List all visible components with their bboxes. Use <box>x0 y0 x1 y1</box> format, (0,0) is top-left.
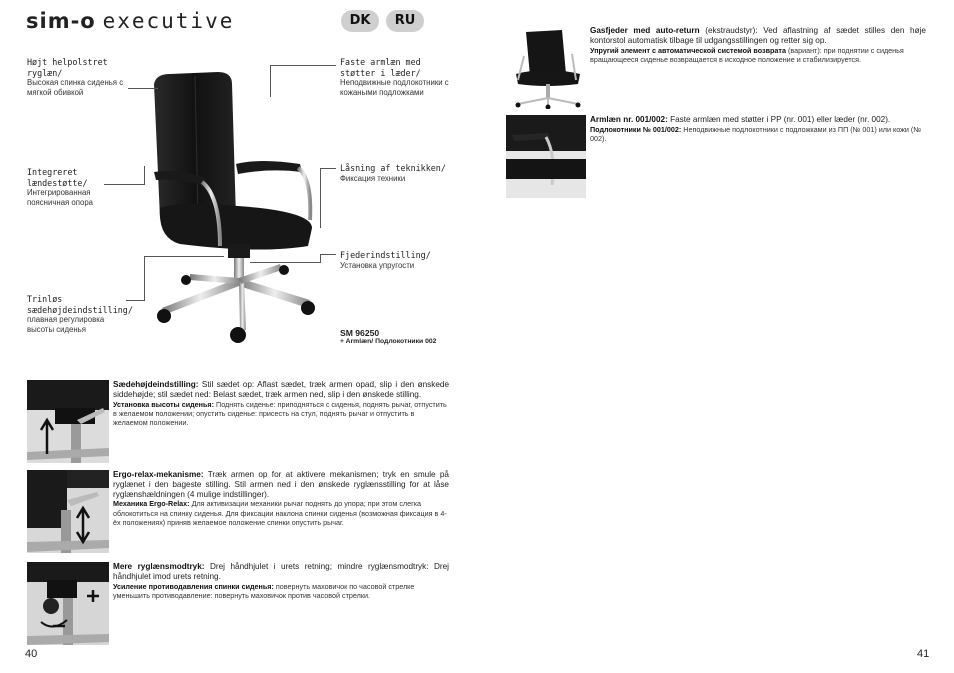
feature-photo-backrest-tension <box>27 562 109 645</box>
feature-ru <box>113 499 449 527</box>
label-backrest-ru: Высокая спинка сиденья с мягкой обивкой <box>27 78 124 97</box>
feature-ru-desc: при поднятии с сиденья вращающееся сиденье возвращается в исходное положение и стабилизируется. <box>590 45 904 64</box>
label-armrest-ru: Неподвижные подлокотники с кожаными подложками <box>340 78 449 97</box>
language-tab-dk[interactable]: DK <box>341 10 379 32</box>
label-backrest <box>27 57 135 97</box>
feature-ru-desc: Для активизации механики рычаг поднять до упора; при этом слегка облокотиться на спинку сиденья. Для фиксации наклона спинки сиденья (возможная фиксация в 4-ёх положениях) приняв желаемое положение спинки опустить рычаг. <box>113 499 447 527</box>
label-lumbar-da: Integreret lændestøtte/ <box>27 167 88 188</box>
feature-ru-desc: повернуть маховичок по часовой стрелке уменьшить противодавление: повернуть маховичок против часовой стрелки. <box>113 581 415 600</box>
callout-line-spring <box>320 254 336 255</box>
model-note: + Armlæn/ Подлокотники 002 <box>340 338 437 345</box>
label-spring-ru: Установка упругости <box>340 260 415 270</box>
feature-desc: Drej håndhjulet i urets retning; mindre ryglænsmodtryk: Drej håndhjulet imod urets retning. <box>113 562 449 581</box>
feature-title: Gasfjeder med auto-return <box>590 26 700 35</box>
callout-line-height-h <box>144 256 224 257</box>
feature-text-auto-return <box>590 26 926 64</box>
feature-photo-ergo-relax <box>27 470 109 553</box>
product-name: executive <box>102 9 235 33</box>
callout-line-spring-h <box>250 262 321 263</box>
feature-ru <box>590 125 926 143</box>
callout-line-arm-v <box>270 65 271 97</box>
callout-line-lock-v <box>320 168 321 228</box>
feature-title: Mere ryglænsmodtryk: <box>113 562 205 571</box>
feature-ru-desc: Неподвижные подлокотники с подложками из ПП (№ 001) или кожи (№ 002). <box>590 124 922 143</box>
feature-desc: Stil sædet op: Aflast sædet, træk armen opad, slip i den ønskede siddehøjde; stil sædet ned: Belast sædet, træk armen ned, slip i den ønskede stilling. <box>113 380 449 399</box>
model-code: SM 96250 <box>340 328 380 338</box>
feature-title: Armlæn nr. 001/002: <box>590 115 668 124</box>
label-lumbar-ru: Интегрированная поясничная опора <box>27 188 93 207</box>
auto-return-photo <box>506 26 586 109</box>
feature-ru <box>590 46 926 64</box>
label-armrest-da: Faste armlæn med støtter i læder/ <box>340 57 421 78</box>
feature-ru <box>113 582 449 600</box>
label-seat-height <box>27 294 133 334</box>
feature-ru-title: Механика Ergo-Relax: <box>113 499 190 509</box>
page-number-right: 41 <box>917 648 930 660</box>
language-tab-ru[interactable]: RU <box>386 10 424 32</box>
feature-desc: Faste armlæn med støtter i PP (nr. 001) eller læder (nr. 002). <box>670 115 891 124</box>
label-lumbar <box>27 167 107 207</box>
feature-title: Ergo-relax-mekanisme: <box>113 470 204 479</box>
feature-desc: Træk armen op for at aktivere mekanismen; tryk en smule på ryglænet i den bageste stilling. Stil armen ned i den ønskede ryglænsstilling for at låse ryglænshældningen (4 mulige indstillinger). <box>113 470 449 499</box>
backrest-tension-photo <box>27 562 109 645</box>
brand-title <box>26 9 234 34</box>
label-lock-da: Låsning af teknikken/ <box>340 163 446 173</box>
feature-ru-title: Упругий элемент с автоматической системой возврата <box>590 45 786 55</box>
ergo-relax-photo <box>27 470 109 553</box>
page-number-left: 40 <box>25 648 38 660</box>
feature-text-seat-height <box>113 380 449 427</box>
callout-line-height <box>126 300 144 301</box>
feature-desc: Ved aflastning af sædet stilles den høje kontorstol automatisk tilbage til udgangsstillingen og retter sig op. <box>590 26 926 45</box>
feature-text-armrests <box>590 115 926 143</box>
feature-ru-title: Усиление противодавления спинки сиденья: <box>113 581 274 591</box>
brand-name: sim-o <box>26 9 96 33</box>
label-backrest-da: Højt helpolstret ryglæn/ <box>27 57 108 78</box>
label-lock <box>340 163 458 183</box>
label-spring-da: Fjederindstilling/ <box>340 250 431 260</box>
feature-ru-title: Подлокотники № 001/002: <box>590 124 682 134</box>
feature-text-backrest-tension <box>113 562 449 600</box>
label-armrest <box>340 57 458 97</box>
callout-line-spring-v <box>320 254 321 263</box>
label-spring <box>340 250 458 270</box>
feature-photo-armrests <box>506 115 586 198</box>
feature-ru-desc: Поднять сиденье: приподняться с сиденья, поднять рычаг, отпустить в желаемом положении; опустить сиденье: присесть на стул, поднять рычаг и отпустить в желаемом положении. <box>113 399 447 427</box>
feature-ru-note: (вариант): <box>787 45 822 55</box>
callout-line-lumbar-v <box>144 166 145 185</box>
callout-line-height-v <box>144 256 145 301</box>
feature-title: Sædehøjdeindstilling: <box>113 380 199 389</box>
label-lock-ru: Фиксация техники <box>340 173 406 183</box>
seat-height-photo <box>27 380 109 463</box>
feature-ru <box>113 400 449 428</box>
callout-line-lumbar <box>104 184 144 185</box>
label-seat-height-da: Trinløs sædehøjdeindstilling/ <box>27 294 133 315</box>
feature-ru-title: Установка высоты сиденья: <box>113 399 215 409</box>
feature-photo-auto-return <box>506 26 586 109</box>
feature-title-note: (ekstraudstyr): <box>705 26 758 35</box>
feature-photo-seat-height <box>27 380 109 463</box>
feature-text-ergo-relax <box>113 470 449 527</box>
callout-line-arm <box>270 65 336 66</box>
callout-line-lock <box>320 168 336 169</box>
label-seat-height-ru: плавная регулировка высоты сиденья <box>27 315 105 334</box>
chair-illustration <box>140 68 340 350</box>
armrests-photo <box>506 115 586 198</box>
